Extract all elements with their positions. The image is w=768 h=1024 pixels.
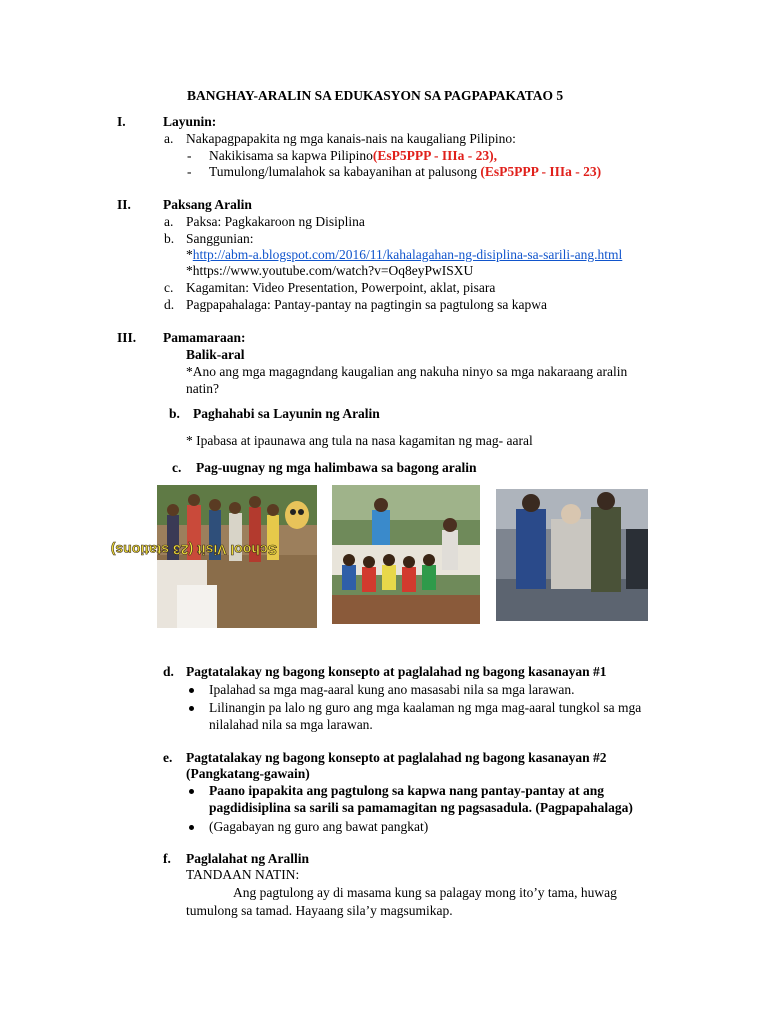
objective-1 bbox=[209, 148, 497, 164]
item-2a-text: Paksa: Pagkakaroon ng Disiplina bbox=[186, 214, 365, 229]
section-1-heading: Layunin: bbox=[163, 114, 217, 129]
item-3e-bullet-2: (Gagabayan ng guro ang bawat pangkat) bbox=[209, 819, 429, 834]
photo-school-visit-caption: School Visit (23 stations) bbox=[110, 542, 277, 558]
document-title: BANGHAY-ARALIN SA EDUKASYON SA PAGPAPAKATAO 5 bbox=[187, 88, 564, 103]
item-2c-text: Kagamitan: Video Presentation, Powerpoint, aklat, pisara bbox=[186, 280, 496, 295]
tandaan-line-2: tumulong sa tamad. Hayaang sila’y magsumikap. bbox=[186, 903, 453, 918]
photo-school-visit-image bbox=[110, 485, 317, 628]
balik-aral-line-1: *Ano ang mga magagndang kaugalian ang nakuha ninyo sa mga nakaraang aralin bbox=[186, 364, 628, 379]
section-2-heading: Paksang Aralin bbox=[163, 197, 252, 212]
section-3-heading: Pamamaraan: bbox=[163, 330, 246, 345]
item-3f-marker: f. bbox=[163, 851, 171, 866]
section-1-number: I. bbox=[117, 114, 126, 129]
tandaan-heading: TANDAAN NATIN: bbox=[186, 867, 300, 882]
item-3d-marker: d. bbox=[163, 664, 174, 679]
photo-classroom-feeding bbox=[332, 485, 480, 624]
item-3d-bullet-2-line-1: Lilinangin pa lalo ng guro ang mga kaalaman ng mga mag-aaral tungkol sa mga bbox=[209, 700, 642, 715]
reference-1-star: * bbox=[186, 247, 193, 262]
section-3-number: III. bbox=[117, 330, 137, 345]
item-3d-bullet-2-line-2: nilalahad nila sa mga larawan. bbox=[209, 717, 373, 732]
item-2c-marker: c. bbox=[164, 280, 174, 295]
reference-1 bbox=[186, 247, 622, 263]
item-3e-bullet-1-line-2: pagdidisiplina sa sarili sa pamamagitan ng pagsasadula. (Pagpapahalaga) bbox=[209, 800, 633, 815]
item-3b-heading: Paghahabi sa Layunin ng Aralin bbox=[193, 406, 380, 421]
item-3b-marker: b. bbox=[169, 406, 180, 421]
item-3e-marker: e. bbox=[163, 750, 173, 765]
objective-2 bbox=[209, 164, 601, 180]
item-2b-marker: b. bbox=[164, 231, 175, 246]
item-3e-heading-line-1: Pagtatalakay ng bagong konsepto at paglalahad ng bagong kasanayan #2 bbox=[186, 750, 607, 765]
item-3c-heading: Pag-uugnay ng mga halimbawa sa bagong aralin bbox=[196, 460, 477, 475]
bullet-icon bbox=[189, 825, 194, 830]
tandaan-line-1: Ang pagtulong ay di masama kung sa palagay mong ito’y tama, huwag bbox=[233, 885, 617, 900]
bullet-icon bbox=[189, 706, 194, 711]
item-3d-bullet-1: Ipalahad sa mga mag-aaral kung ano masasabi nila sa mga larawan. bbox=[209, 682, 575, 697]
reference-2: *https://www.youtube.com/watch?v=Oq8eyPwISXU bbox=[186, 263, 474, 278]
objective-2-text: Tumulong/lumalahok sa kabayanihan at palusong bbox=[209, 164, 481, 179]
dash-marker: - bbox=[187, 164, 192, 179]
item-2a-marker: a. bbox=[164, 214, 174, 229]
objective-2-code: (EsP5PPP - IIIa - 23) bbox=[480, 164, 602, 179]
item-2b-text: Sanggunian: bbox=[186, 231, 254, 246]
item-3e-heading-line-2: (Pangkatang-gawain) bbox=[186, 766, 310, 781]
item-3b-text: * Ipabasa at ipaunawa ang tula na nasa kagamitan ng mag- aaral bbox=[186, 433, 533, 448]
section-2-number: II. bbox=[117, 197, 131, 212]
dash-marker: - bbox=[187, 148, 192, 163]
bullet-icon bbox=[189, 688, 194, 693]
item-3e-bullet-1-line-1: Paano ipapakita ang pagtulong sa kapwa nang pantay-pantay at ang bbox=[209, 783, 604, 798]
photo-classroom-feeding-image bbox=[332, 485, 480, 624]
bullet-icon bbox=[189, 789, 194, 794]
balik-aral-heading: Balik-aral bbox=[186, 347, 245, 362]
item-3c-marker: c. bbox=[172, 460, 182, 475]
item-1a-text: Nakapagpapakita ng mga kanais-nais na kaugaliang Pilipino: bbox=[186, 131, 516, 146]
item-2d-text: Pagpapahalaga: Pantay-pantay na pagtingin sa pagtulong sa kapwa bbox=[186, 297, 548, 312]
objective-1-text: Nakikisama sa kapwa Pilipino bbox=[209, 148, 373, 163]
balik-aral-line-2: natin? bbox=[186, 381, 219, 396]
item-3d-heading: Pagtatalakay ng bagong konsepto at paglalahad ng bagong kasanayan #1 bbox=[186, 664, 607, 679]
item-3f-heading: Paglalahat ng Arallin bbox=[186, 851, 310, 866]
reference-1-link[interactable]: http://abm-a.blogspot.com/2016/11/kahalagahan-ng-disiplina-sa-sarili-ang.html bbox=[192, 247, 623, 262]
photo-school-visit bbox=[110, 485, 317, 628]
item-1a-marker: a. bbox=[164, 131, 174, 146]
photo-rescue bbox=[496, 489, 648, 621]
photo-rescue-image bbox=[496, 489, 648, 621]
objective-1-tail: , bbox=[493, 148, 497, 163]
item-2d-marker: d. bbox=[164, 297, 175, 312]
objective-1-code: (EsP5PPP - IIIa - 23) bbox=[372, 148, 494, 163]
